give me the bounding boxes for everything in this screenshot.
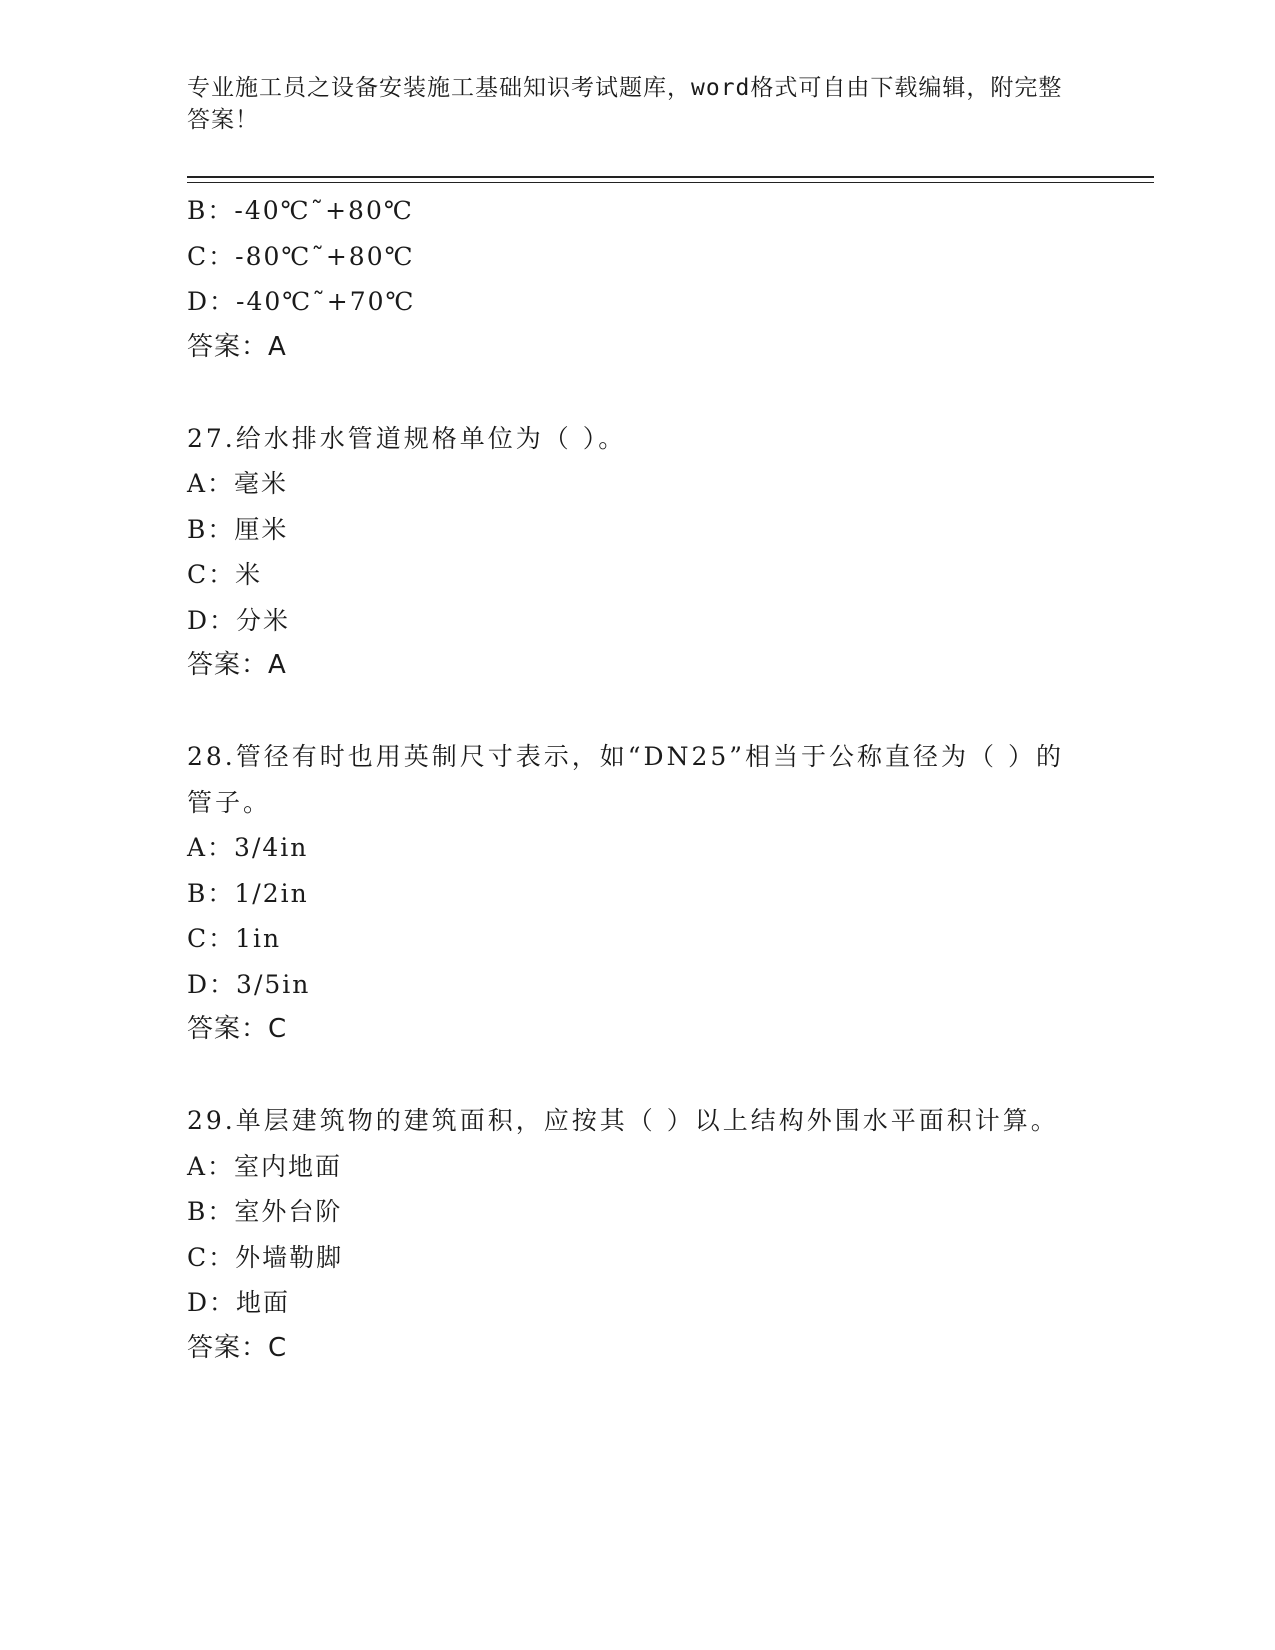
option-a: A：毫米 (187, 469, 289, 498)
header-divider-thick (187, 176, 1154, 178)
option-d: D：地面 (187, 1288, 291, 1317)
question-stem: 29.单层建筑物的建筑面积，应按其（ ）以上结构外围水平面积计算。 (187, 1106, 1059, 1135)
question-27 (187, 416, 1087, 689)
option-d: D：-40℃˜+70℃ (187, 287, 416, 316)
option-a: A：3/4in (187, 833, 309, 862)
question-stem: 28.管径有时也用英制尺寸表示，如“DN25”相当于公称直径为（ ）的管子。 (187, 742, 1064, 817)
option-a: A：室内地面 (187, 1151, 343, 1181)
answer: 答案：C (187, 1332, 288, 1363)
question-stem: 27.给水排水管道规格单位为（ ）。 (187, 423, 627, 453)
option-c: C：外墙勒脚 (187, 1242, 344, 1272)
question-28 (187, 734, 1087, 1053)
option-c: C：1in (187, 924, 282, 953)
answer: 答案：C (187, 1014, 288, 1044)
option-c: C：米 (187, 560, 263, 589)
option-b: B：厘米 (187, 514, 289, 544)
option-b: B：-40℃˜+80℃ (187, 196, 414, 225)
option-b: B：1/2in (187, 878, 309, 908)
question-list (187, 188, 1087, 1371)
answer: 答案：A (187, 331, 287, 362)
answer: 答案：A (187, 650, 287, 680)
document-header: 专业施工员之设备安装施工基础知识考试题库，word格式可自由下载编辑，附完整答案！ (187, 75, 1063, 133)
header-divider-thin (187, 182, 1154, 183)
option-d: D：3/5in (187, 969, 311, 999)
option-b: B：室外台阶 (187, 1197, 343, 1226)
option-c: C：-80℃˜+80℃ (187, 241, 415, 271)
question-29 (187, 1098, 1087, 1371)
question-26-continued (187, 188, 1087, 370)
option-d: D：分米 (187, 605, 291, 635)
